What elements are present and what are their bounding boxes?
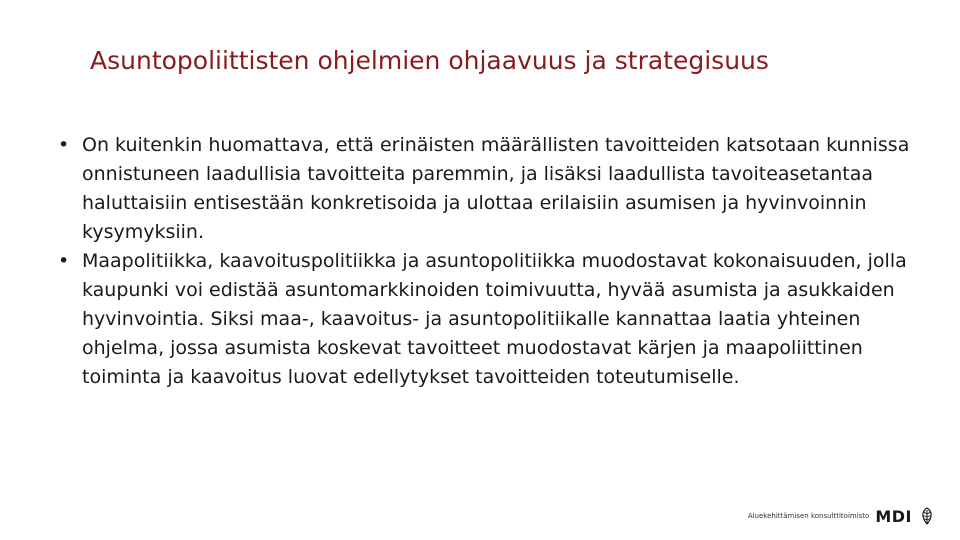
- footer-logo: [748, 504, 936, 528]
- bullet-text: Maapolitiikka, kaavoituspolitiikka ja asuntopolitiikka muodostavat kokonaisuuden, jolla kaupunki voi edistää asuntomarkkinoiden toimivuutta, hyvää asumista ja asukkaiden hyvinvointia. Siksi maa-, kaavoitus- ja asuntopolitiikalle kannattaa laatia yhteinen ohjelma, jossa asumista koskevat tavoitteet muodostavat kärjen ja maapoliittinen toiminta ja kaavoitus luovat edellytykset tavoitteiden toteutumiselle.: [82, 250, 907, 388]
- bullet-text: On kuitenkin huomattava, että erinäisten määrällisten tavoitteiden katsotaan kunnissa onnistuneen laadullisia tavoitteita paremmin, ja lisäksi laadullista tavoiteasetantaa haluttaisiin entisestään konkretisoida ja ulottaa erilaisiin asumisen ja hyvinvoinnin kysymyksiin.: [82, 134, 910, 243]
- bullet-marker: •: [58, 250, 70, 272]
- bullet-item: [58, 131, 918, 247]
- footer-logo-text: MDI: [875, 506, 912, 526]
- bullet-list: [58, 131, 918, 392]
- bullet-marker: •: [58, 134, 70, 156]
- footer-tagline: Aluekehittämisen konsulttitoimisto: [747, 512, 870, 520]
- leaf-emblem-icon: [918, 507, 936, 525]
- bullet-item: [58, 247, 918, 392]
- slide-title: Asuntopoliittisten ohjelmien ohjaavuus ja strategisuus: [90, 46, 769, 75]
